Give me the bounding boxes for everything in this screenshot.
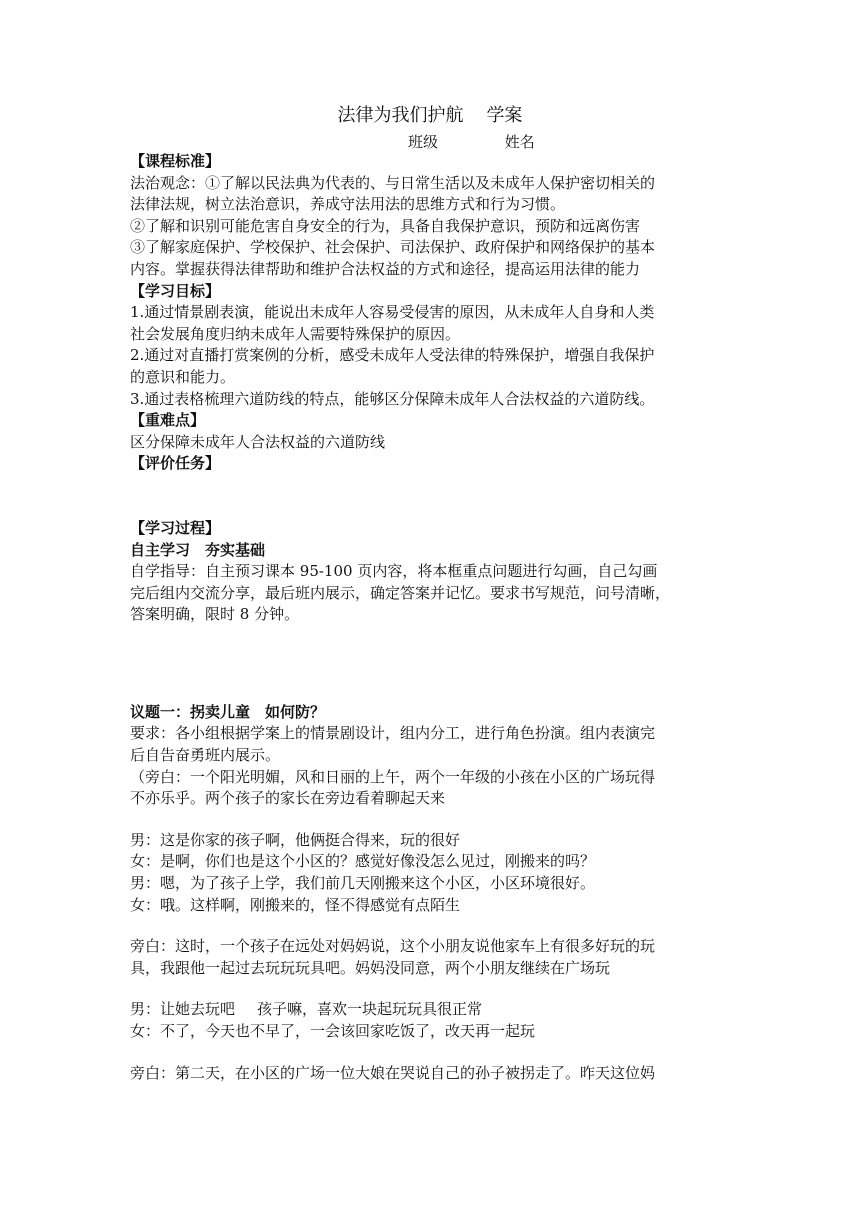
- topic1-intro-line: （旁白：一个阳光明媚，风和日丽的上午，两个一年级的小孩在小区的广场玩得: [130, 767, 656, 786]
- topic1-intro-line: 后自告奋勇班内展示。: [130, 746, 281, 765]
- dialogue-line: 女：是啊，你们也是这个小区的？感觉好像没怎么见过，刚搬来的吗？: [130, 852, 596, 871]
- standards-line: 内容。掌握获得法律帮助和维护合法权益的方式和途径，提高运用法律的能力: [130, 259, 641, 278]
- goals-line: 社会发展角度归纳未成年人需要特殊保护的原因。: [130, 324, 461, 343]
- dialogue-male: 男：让她去玩吧: [130, 1000, 236, 1019]
- standards-heading: 【课程标准】: [130, 152, 221, 170]
- goals-heading: 【学习目标】: [130, 281, 221, 300]
- document-body: [130, 151, 742, 1084]
- key-points-line: 区分保障未成年人合法权益的六道防线: [130, 432, 386, 451]
- dialogue-line: 男：嗯，为了孩子上学，我们前几天刚搬来这个小区，小区环境很好。: [130, 874, 596, 893]
- dialogue-line: 男：这是你家的孩子啊，他俩挺合得来，玩的很好: [130, 830, 461, 849]
- process-line: 答案明确，限时 8 分钟。: [130, 605, 300, 624]
- process-heading: 【学习过程】: [130, 518, 221, 537]
- class-label: 班级: [408, 133, 439, 151]
- standards-line: ③了解家庭保护、学校保护、社会保护、司法保护、政府保护和网络保护的基本: [130, 238, 656, 257]
- dialogue-male-cont: 孩子嘛，喜欢一块起玩玩具很正常: [257, 1000, 483, 1019]
- goals-line: 的意识和能力。: [130, 367, 236, 386]
- process-line: 自学指导：自主预习课本 95-100 页内容，将本框重点问题进行勾画，自己勾画: [130, 562, 658, 581]
- standards-line: 法治观念：①了解以民法典为代表的、与日常生活以及未成年人保护密切相关的: [130, 173, 656, 192]
- title-suffix: 学案: [486, 105, 523, 126]
- process-subheading: 自主学习 夯实基础: [130, 540, 266, 559]
- name-label: 姓名: [504, 133, 535, 151]
- dialogue-line: 女：哦。这样啊，刚搬来的，怪不得感觉有点陌生: [130, 895, 461, 914]
- narration-line: 具，我跟他一起过去玩玩玩具吧。妈妈没同意，两个小朋友继续在广场玩: [130, 958, 611, 977]
- key-points-heading: 【重难点】: [130, 411, 206, 430]
- narration-line: 旁白：这时，一个孩子在远处对妈妈说，这个小朋友说他家车上有很多好玩的玩: [130, 937, 656, 956]
- topic1-intro-line: 不亦乐乎。两个孩子的家长在旁边看着聊起天来: [130, 789, 446, 808]
- topic1-heading: 议题一：拐卖儿童 如何防？: [130, 702, 326, 721]
- narration-line: 旁白：第二天，在小区的广场一位大娘在哭说自己的孙子被拐走了。昨天这位妈: [130, 1063, 656, 1082]
- process-line: 完后组内交流分享，最后班内展示，确定答案并记忆。要求书写规范，问号清晰，: [130, 583, 671, 602]
- class-name-line: [408, 131, 535, 153]
- dialogue-line: 女：不了，今天也不早了，一会该回家吃饭了，改天再一起玩: [130, 1022, 536, 1040]
- goals-line: 2.通过对直播打赏案例的分析，感受未成年人受法律的特殊保护，增强自我保护: [130, 346, 655, 365]
- standards-line: 法律法规，树立法治意识，养成守法用法的思维方式和行为习惯。: [130, 195, 566, 214]
- standards-line: ②了解和识别可能危害自身安全的行为，具备自我保护意识，预防和远离伤害: [130, 216, 641, 235]
- title-text: 法律为我们护航: [337, 105, 464, 126]
- document-title: [0, 103, 860, 129]
- dialogue-line: [130, 999, 742, 1021]
- goals-line: 1.通过情景剧表演，能说出未成年人容易受侵害的原因，从未成年人自身和人类: [130, 303, 655, 322]
- evaluation-heading: 【评价任务】: [130, 454, 221, 473]
- topic1-intro-line: 要求：各小组根据学案上的情景剧设计，组内分工，进行角色扮演。组内表演完: [130, 724, 656, 743]
- goals-line: 3.通过表格梳理六道防线的特点，能够区分保障未成年人合法权益的六道防线。: [130, 389, 655, 408]
